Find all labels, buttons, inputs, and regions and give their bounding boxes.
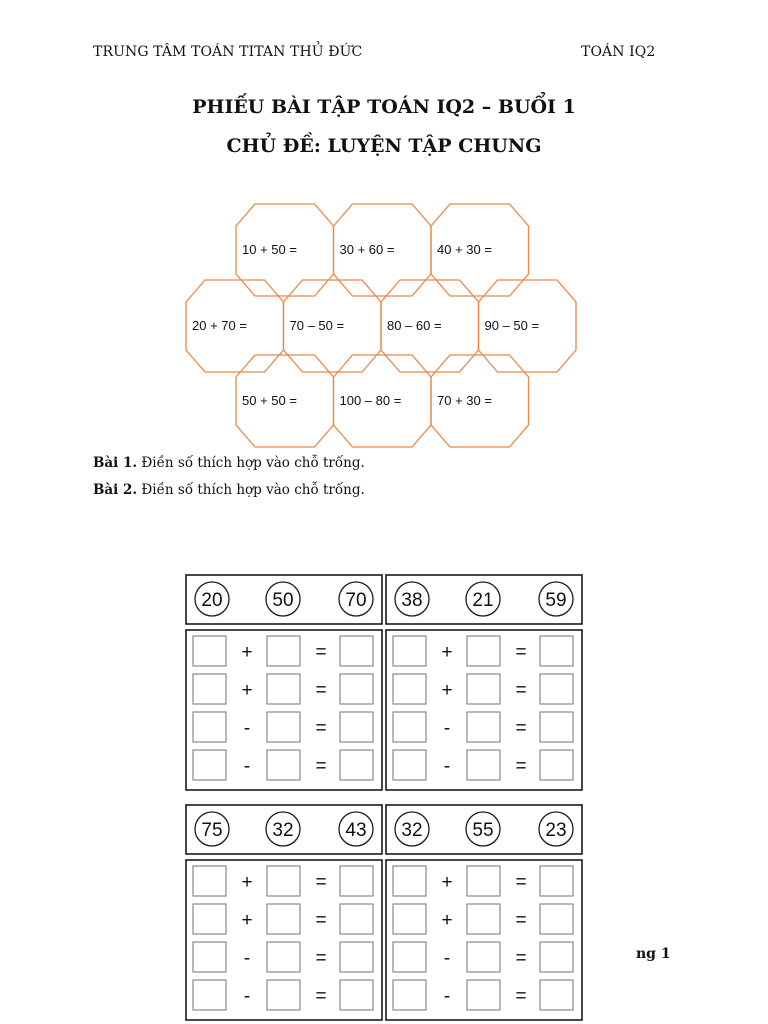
equals-symbol: = — [515, 948, 527, 969]
answer-blank[interactable] — [540, 980, 573, 1010]
task-2-label: Bài 2. — [93, 482, 138, 498]
hexagon-expression: 40 + 30 = — [437, 242, 492, 257]
puzzle-3 — [186, 805, 382, 1020]
answer-blank[interactable] — [267, 712, 300, 742]
answer-blank[interactable] — [340, 750, 373, 780]
operator-symbol: + — [241, 872, 253, 893]
answer-blank[interactable] — [340, 942, 373, 972]
operator-symbol: - — [443, 756, 451, 777]
circled-number: 32 — [272, 820, 294, 841]
worksheet-title: PHIẾU BÀI TẬP TOÁN IQ2 – BUỔI 1 — [192, 96, 576, 118]
equals-symbol: = — [515, 680, 527, 701]
answer-blank[interactable] — [540, 750, 573, 780]
operator-symbol: + — [241, 910, 253, 931]
circled-number: 23 — [545, 820, 567, 841]
answer-blank[interactable] — [267, 674, 300, 704]
equals-symbol: = — [315, 872, 327, 893]
answer-blank[interactable] — [540, 904, 573, 934]
answer-blank[interactable] — [540, 942, 573, 972]
hexagon-expression: 100 – 80 = — [339, 393, 402, 408]
task-1-label: Bài 1. — [93, 455, 138, 471]
answer-blank[interactable] — [193, 636, 226, 666]
answer-blank[interactable] — [467, 866, 500, 896]
puzzle-equation-box — [386, 860, 582, 1020]
answer-blank[interactable] — [393, 674, 426, 704]
operator-symbol: - — [243, 756, 251, 777]
answer-blank[interactable] — [340, 904, 373, 934]
answer-blank[interactable] — [393, 980, 426, 1010]
hexagon-expression: 70 – 50 = — [289, 318, 345, 333]
puzzle-4 — [386, 805, 582, 1020]
answer-blank[interactable] — [393, 636, 426, 666]
header-center-name: TRUNG TÂM TOÁN TITAN THỦ ĐỨC — [93, 44, 363, 60]
answer-blank[interactable] — [540, 866, 573, 896]
circled-number: 38 — [401, 590, 423, 611]
puzzle-2 — [386, 575, 582, 790]
equals-symbol: = — [515, 642, 527, 663]
circled-number: 75 — [201, 820, 223, 841]
answer-blank[interactable] — [193, 904, 226, 934]
equals-symbol: = — [315, 948, 327, 969]
header-course-name: TOÁN IQ2 — [581, 44, 656, 60]
operator-symbol: - — [443, 948, 451, 969]
answer-blank[interactable] — [193, 942, 226, 972]
answer-blank[interactable] — [393, 904, 426, 934]
puzzle-equation-box — [186, 630, 382, 790]
puzzle-1 — [186, 575, 382, 790]
answer-blank[interactable] — [467, 942, 500, 972]
equals-symbol: = — [315, 642, 327, 663]
task-1-text: Điền số thích hợp vào chỗ trống. — [137, 455, 365, 471]
operator-symbol: - — [243, 718, 251, 739]
answer-blank[interactable] — [267, 636, 300, 666]
answer-blank[interactable] — [393, 750, 426, 780]
answer-blank[interactable] — [193, 712, 226, 742]
answer-blank[interactable] — [193, 866, 226, 896]
hexagon-expression: 80 – 60 = — [387, 318, 442, 333]
equals-symbol: = — [515, 872, 527, 893]
page-number: ng 1 — [636, 946, 671, 962]
answer-blank[interactable] — [467, 904, 500, 934]
equals-symbol: = — [315, 680, 327, 701]
circled-number: 50 — [272, 590, 294, 611]
operator-symbol: - — [243, 986, 251, 1007]
answer-blank[interactable] — [267, 866, 300, 896]
answer-blank[interactable] — [467, 750, 500, 780]
equals-symbol: = — [315, 910, 327, 931]
answer-blank[interactable] — [340, 712, 373, 742]
puzzle-equation-box — [186, 860, 382, 1020]
answer-blank[interactable] — [540, 636, 573, 666]
answer-blank[interactable] — [193, 750, 226, 780]
answer-blank[interactable] — [540, 674, 573, 704]
hexagon-expression: 90 – 50 = — [484, 318, 540, 333]
circled-number: 20 — [201, 590, 223, 611]
answer-blank[interactable] — [467, 636, 500, 666]
answer-blank[interactable] — [340, 674, 373, 704]
hexagon-expression: 30 + 60 = — [339, 242, 395, 257]
equals-symbol: = — [315, 718, 327, 739]
equals-symbol: = — [515, 910, 527, 931]
answer-blank[interactable] — [467, 674, 500, 704]
operator-symbol: + — [441, 910, 453, 931]
answer-blank[interactable] — [393, 942, 426, 972]
answer-blank[interactable] — [467, 980, 500, 1010]
circled-number: 32 — [401, 820, 423, 841]
answer-blank[interactable] — [393, 866, 426, 896]
hexagon-expression: 70 + 30 = — [437, 393, 492, 408]
answer-blank[interactable] — [193, 980, 226, 1010]
answer-blank[interactable] — [467, 712, 500, 742]
hexagon-expression: 20 + 70 = — [192, 318, 247, 333]
equals-symbol: = — [515, 718, 527, 739]
puzzle-equation-box — [386, 630, 582, 790]
worksheet-topic: CHỦ ĐỀ: LUYỆN TẬP CHUNG — [226, 135, 542, 157]
hexagon-expression: 10 + 50 = — [242, 242, 297, 257]
circled-number: 43 — [345, 820, 367, 841]
hexagon-expression: 50 + 50 = — [242, 393, 297, 408]
answer-blank[interactable] — [540, 712, 573, 742]
answer-blank[interactable] — [340, 980, 373, 1010]
circled-number: 55 — [472, 820, 494, 841]
operator-symbol: + — [441, 642, 453, 663]
answer-blank[interactable] — [267, 904, 300, 934]
circled-number: 21 — [472, 590, 494, 611]
operator-symbol: - — [443, 718, 451, 739]
operator-symbol: - — [243, 948, 251, 969]
task-2-text: Điền số thích hợp vào chỗ trống. — [137, 482, 365, 498]
operator-symbol: - — [443, 986, 451, 1007]
answer-blank[interactable] — [267, 750, 300, 780]
answer-blank[interactable] — [340, 866, 373, 896]
equals-symbol: = — [315, 986, 327, 1007]
operator-symbol: + — [241, 680, 253, 701]
answer-blank[interactable] — [193, 674, 226, 704]
answer-blank[interactable] — [340, 636, 373, 666]
circled-number: 70 — [345, 590, 367, 611]
circled-number: 59 — [545, 590, 567, 611]
answer-blank[interactable] — [267, 980, 300, 1010]
operator-symbol: + — [441, 680, 453, 701]
equals-symbol: = — [515, 756, 527, 777]
operator-symbol: + — [241, 642, 253, 663]
equals-symbol: = — [315, 756, 327, 777]
operator-symbol: + — [441, 872, 453, 893]
answer-blank[interactable] — [393, 712, 426, 742]
answer-blank[interactable] — [267, 942, 300, 972]
equals-symbol: = — [515, 986, 527, 1007]
